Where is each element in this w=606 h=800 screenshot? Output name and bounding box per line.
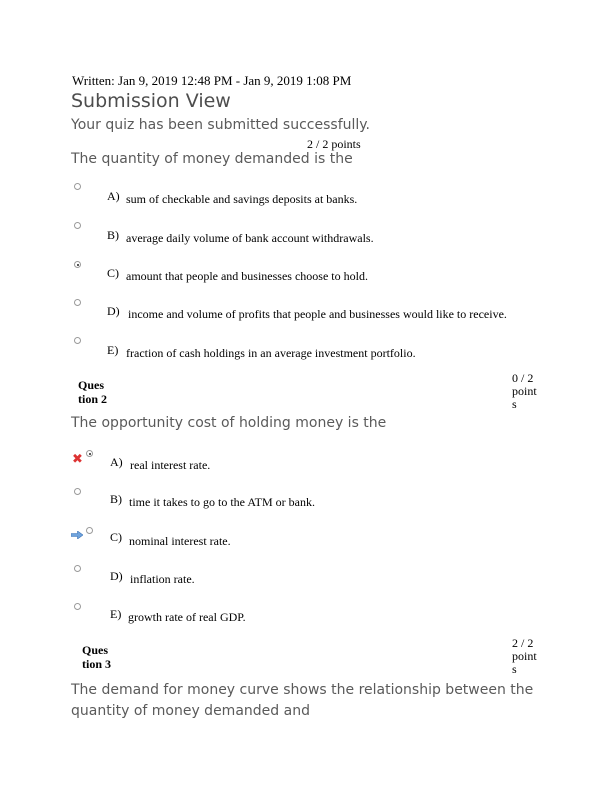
option-letter: A) xyxy=(110,455,123,469)
incorrect-x-icon: ✖ xyxy=(72,452,83,467)
question-2-label: Ques tion 2 xyxy=(78,378,108,406)
option-text: inflation rate. xyxy=(130,572,195,586)
option-letter: E) xyxy=(110,607,122,621)
option-letter: B) xyxy=(107,228,119,242)
question-3-label: Ques tion 3 xyxy=(82,643,112,671)
submission-message: Your quiz has been submitted successfully. xyxy=(71,117,371,133)
radio-button[interactable] xyxy=(74,565,81,572)
option-letter: A) xyxy=(107,189,120,203)
question-1-text: The quantity of money demanded is the xyxy=(71,151,353,167)
option-text: amount that people and businesses choose to hold. xyxy=(126,269,368,283)
question-3-text: The demand for money curve shows the relationship between the quantity of money demanded and xyxy=(71,682,534,719)
option-text: nominal interest rate. xyxy=(129,534,231,548)
written-timestamp: Written: Jan 9, 2019 12:48 PM - Jan 9, 2019 1:08 PM xyxy=(72,73,352,88)
question-3-points: 2 / 2 point s xyxy=(512,636,537,676)
radio-button-selected[interactable] xyxy=(74,261,81,268)
option-text: average daily volume of bank account withdrawals. xyxy=(126,231,374,245)
radio-button[interactable] xyxy=(74,337,81,344)
radio-button[interactable] xyxy=(74,299,81,306)
option-letter: C) xyxy=(110,530,122,544)
option-text: sum of checkable and savings deposits at banks. xyxy=(126,192,358,206)
radio-button[interactable] xyxy=(86,527,93,534)
option-letter: D) xyxy=(110,569,123,583)
radio-button[interactable] xyxy=(74,222,81,229)
option-letter: B) xyxy=(110,492,122,506)
option-text: real interest rate. xyxy=(130,458,211,472)
question-1-points: 2 / 2 points xyxy=(307,137,361,151)
option-text: income and volume of profits that people and businesses would like to receive. xyxy=(128,307,507,321)
option-letter: C) xyxy=(107,266,119,280)
option-text: fraction of cash holdings in an average investment portfolio. xyxy=(126,346,416,360)
option-letter: D) xyxy=(107,304,120,318)
radio-button[interactable] xyxy=(74,488,81,495)
question-2-points: 0 / 2 point s xyxy=(512,371,537,411)
correct-answer-arrow-icon xyxy=(71,531,83,539)
option-text: growth rate of real GDP. xyxy=(128,610,246,624)
option-text: time it takes to go to the ATM or bank. xyxy=(129,495,315,509)
radio-button[interactable] xyxy=(74,183,81,190)
question-2-text: The opportunity cost of holding money is the xyxy=(71,415,387,431)
radio-button-selected[interactable] xyxy=(86,450,93,457)
page-title: Submission View xyxy=(71,90,231,112)
option-letter: E) xyxy=(107,343,119,357)
radio-button[interactable] xyxy=(74,603,81,610)
